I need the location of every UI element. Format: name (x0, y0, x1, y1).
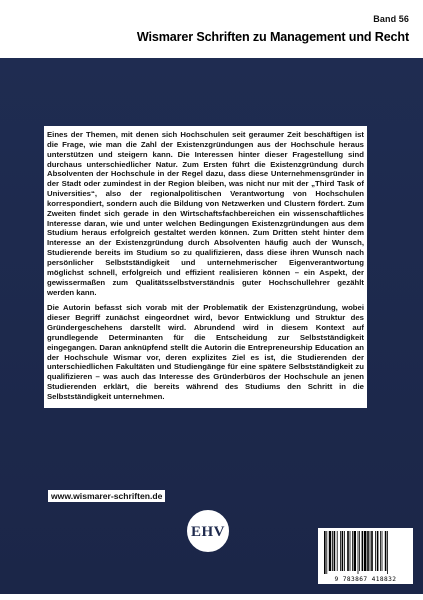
barcode-bar (377, 531, 379, 571)
barcode-bar (352, 531, 353, 571)
website-link[interactable]: www.wismarer-schriften.de (48, 490, 165, 502)
barcode-bar (332, 531, 333, 571)
blurb-paragraph-1: Eines der Themen, mit denen sich Hochschulen seit geraumer Zeit beschäftigen ist die Frage, wie man die Zahl der Existenzgründungen aus der Hochschule heraus unterstützen und steigern kann. Die Interessen hinter dieser Fragestellung sind durchaus unterschiedlicher Natur. Zum Ersten führt die Existenzgründung durch Absolventen der Hochschule in der Regel dazu, dass diese Unternehmensgründer in der Stadt oder zumindest in der Region bleiben, was nicht nur mit der „Third Task of Universities“, also der regionalpolitischen Verantwortung von Hochschulen korrespondiert, sondern auch die Bildung von Netzwerken und Clustern fördert. Zum Zweiten findet sich gerade in den Wirtschaftsfachbereichen ein wissenschaftliches Interesse daran, wie und unter welchen Bedingungen Existenzgründungen aus dem Studium heraus erfolgreich gestaltet werden können. Zum Dritten steht hinter dem Interesse an der Existenzgründung durch Absolventen häufig auch der Wunsch, Studierende bereits im Studium so zu qualifizieren, dass diese ihren Wunsch nach persönlicher Selbstständigkeit und unternehmerischer Eigenverantwortung möglichst schnell, erfolgreich und effizient realisieren können – ein Aspekt, der gewissermaßen zum Qualitätsselbstverständnis guter Hochschullehrer gezählt werden kann. (47, 130, 364, 297)
blurb-box (44, 126, 367, 408)
barcode-bars (318, 528, 413, 574)
barcode-bar (340, 531, 341, 571)
barcode-bar (359, 531, 360, 571)
blurb-text (44, 126, 367, 408)
barcode-bar (375, 531, 376, 571)
ehv-publisher-logo (186, 509, 230, 553)
barcode-bar (337, 531, 338, 571)
barcode-bar (382, 531, 383, 571)
barcode-bar (324, 531, 326, 574)
barcode-bar (358, 531, 359, 574)
barcode-bar (347, 531, 349, 571)
isbn-barcode (318, 528, 413, 584)
barcode-bar (334, 531, 336, 571)
volume-number: Band 56 (373, 14, 409, 24)
barcode-bar (385, 531, 387, 571)
blurb-paragraph-2: Die Autorin befasst sich vorab mit der Problematik der Existenzgründung, wobei dieser Begriff zunächst eingeordnet wird, bevor Entwicklung und Struktur des Gründergeschehens darstellt wird. Abrundend wird in diesem Kontext auf grundlegende Determinanten für die Entscheidung zur Selbstständigkeit eingegangen. Daran anknüpfend stellt die Autorin die Entrepreneurship Education an der Hochschule Wismar vor, deren explizites Ziel es ist, die Studierenden der unterschiedlichen Fakultäten und Studiengänge für eine spätere Selbstständigkeit zu qualifizieren – was auch das Interesse des Gründerbüros der Hochschule an jenen Studierenden erklärt, die bereits während des Studiums den Schritt in die Selbstständigkeit unternehmen. (47, 303, 364, 401)
barcode-bar (362, 531, 364, 571)
barcode-bar (329, 531, 331, 571)
barcode-bar (380, 531, 381, 571)
isbn-digits: 9 783867 418832 (334, 576, 397, 583)
barcode-bar (342, 531, 344, 571)
series-title: Wismarer Schriften zu Management und Recht (136, 30, 409, 44)
barcode-bar (354, 531, 356, 571)
barcode-bar (367, 531, 369, 571)
barcode-bar (344, 531, 345, 571)
ehv-logo-icon (186, 509, 230, 553)
barcode-bar (350, 531, 351, 571)
barcode-bar (326, 531, 327, 574)
barcode-bar (387, 531, 388, 574)
barcode-bar (364, 531, 366, 571)
ehv-logo-text: EHV (190, 524, 226, 540)
barcode-bar (370, 531, 371, 571)
barcode-bar (371, 531, 373, 571)
